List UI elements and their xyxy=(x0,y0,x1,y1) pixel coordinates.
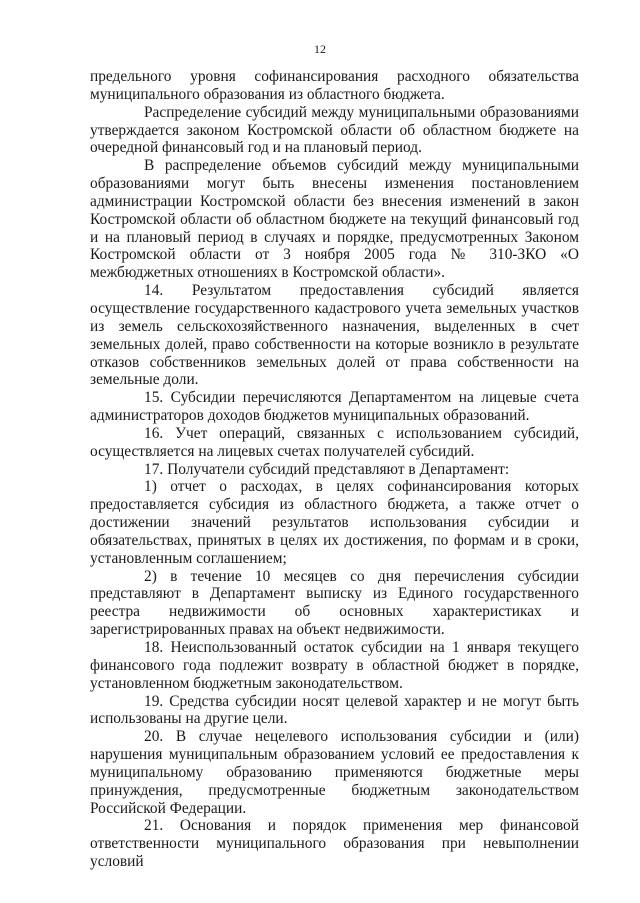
paragraph-distribution-changes: В распределение объемов субсидий между муниципальными образованиями могут быть внесены изменения постановлением администрации Костромской области без внесения изменений в закон Костромской области об областном бюджете на текущий финансовый год и на плановый период в случаях и порядке, предусмотренных Законом Костромской области от 3 ноября 2005 года № 310-ЗКО «О межбюджетных отношениях в Костромской области». xyxy=(90,157,579,282)
paragraph-20: 20. В случае нецелевого использования субсидии и (или) нарушения муниципальным образованием условий ее предоставления к муниципальному образованию применяются бюджетные меры принуждения, предусмотренные бюджетным законодательством Российской Федерации. xyxy=(90,728,579,817)
paragraph-subsidy-distribution: Распределение субсидий между муниципальными образованиями утверждается законом Костромской области об областном бюджете на очередной финансовый год и на плановый период. xyxy=(90,103,579,157)
paragraph-19: 19. Средства субсидии носят целевой характер и не могут быть использованы на другие цели. xyxy=(90,692,579,728)
paragraph-16: 16. Учет операций, связанных с использованием субсидий, осуществляется на лицевых счетах получателей субсидий. xyxy=(90,424,579,460)
paragraph-continuation: предельного уровня софинансирования расходного обязательства муниципального образования из областного бюджета. xyxy=(90,68,579,103)
paragraph-17-item-1: 1) отчет о расходах, в целях софинансирования которых предоставляется субсидия из областного бюджета, а также отчет о достижении значений результатов использования субсидии и обязательствах, принятых в целях их достижения, по формам и в сроки, установленным соглашением; xyxy=(90,478,579,567)
paragraph-21: 21. Основания и порядок применения мер финансовой ответственности муниципального образования при невыполнении условий xyxy=(90,817,579,871)
page-number: 12 xyxy=(314,42,326,56)
paragraph-15: 15. Субсидии перечисляются Департаментом на лицевые счета администраторов доходов бюджетов муниципальных образований. xyxy=(90,389,579,425)
document-body xyxy=(90,68,579,871)
paragraph-17-item-2: 2) в течение 10 месяцев со дня перечисления субсидии представляют в Департамент выписку из Единого государственного реестра недвижимости об основных характеристиках и зарегистрированных правах на объект недвижимости. xyxy=(90,567,579,639)
paragraph-18: 18. Неиспользованный остаток субсидии на 1 января текущего финансового года подлежит возврату в областной бюджет в порядке, установленном бюджетным законодательством. xyxy=(90,639,579,692)
paragraph-14: 14. Результатом предоставления субсидий является осуществление государственного кадастрового учета земельных участков из земель сельскохозяйственного назначения, выделенных в счет земельных долей, право собственности на которые возникло в результате отказов собственников земельных долей от права собственности на земельные доли. xyxy=(90,282,579,389)
paragraph-17: 17. Получатели субсидий представляют в Департамент: xyxy=(144,460,510,478)
